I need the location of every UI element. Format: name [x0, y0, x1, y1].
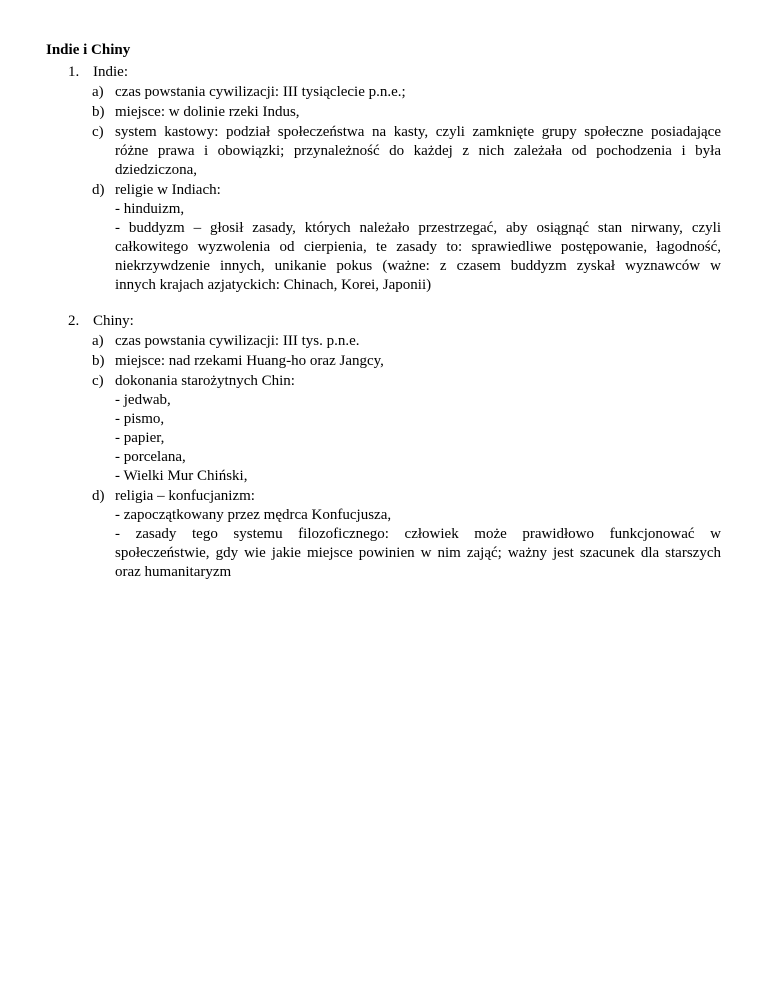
item-text: społeczeństwie, gdy wie jakie miejsce powinien w nim zająć; ważny jest szacunek dla starszych: [115, 545, 721, 561]
item-text: miejsce: nad rzekami Huang-ho oraz Jangcy,: [115, 353, 384, 369]
item-letter: b): [92, 104, 105, 120]
item-text: - porcelana,: [115, 449, 186, 465]
item-text: całkowitego wyzwolenia od cierpienia, te zasady to: sprawiedliwe postępowanie, łagodność,: [115, 239, 721, 255]
item-letter: a): [92, 84, 104, 100]
item-text: czas powstania cywilizacji: III tysiąclecie p.n.e.;: [115, 84, 406, 100]
item-text: czas powstania cywilizacji: III tys. p.n.e.: [115, 333, 360, 349]
document-title: Indie i Chiny: [46, 42, 131, 58]
item-text: - jedwab,: [115, 392, 171, 408]
item-text: różne prawa i obowiązki; przynależność do każdej z nich zależała od pochodzenia i była: [115, 143, 721, 159]
item-text: - Wielki Mur Chiński,: [115, 468, 248, 484]
item-letter: b): [92, 353, 105, 369]
item-letter: d): [92, 182, 105, 198]
item-text: oraz humanitaryzm: [115, 564, 232, 580]
item-text: dokonania starożytnych Chin:: [115, 373, 295, 389]
item-text: - hinduizm,: [115, 201, 185, 217]
item-text: - papier,: [115, 430, 165, 446]
item-text: dziedziczona,: [115, 162, 198, 178]
item-text: religia – konfucjanizm:: [115, 488, 255, 504]
item-text: niekrzywdzenie innych, unikanie pokus (ważne: z czasem buddyzm zyskał wyznawców w: [115, 258, 721, 274]
section-number: 1.: [68, 64, 80, 80]
item-text: miejsce: w dolinie rzeki Indus,: [115, 104, 300, 120]
item-letter: c): [92, 373, 104, 389]
section-heading: Indie:: [93, 64, 128, 80]
item-text: - zapoczątkowany przez mędrca Konfucjusza,: [115, 507, 392, 523]
item-letter: c): [92, 124, 104, 140]
item-text: innych krajach azjatyckich: Chinach, Korei, Japonii): [115, 277, 432, 293]
item-letter: a): [92, 333, 104, 349]
section-number: 2.: [68, 313, 80, 329]
item-text: system kastowy: podział społeczeństwa na kasty, czyli zamknięte grupy społeczne posiadające: [115, 124, 721, 140]
item-text: - buddyzm – głosił zasady, których należało przestrzegać, aby osiągnąć stan nirwany, czyli: [115, 220, 721, 236]
item-text: - pismo,: [115, 411, 165, 427]
item-letter: d): [92, 488, 105, 504]
section-heading: Chiny:: [93, 313, 134, 329]
item-text: religie w Indiach:: [115, 182, 221, 198]
item-text: - zasady tego systemu filozoficznego: człowiek może prawidłowo funkcjonować w: [115, 526, 721, 542]
